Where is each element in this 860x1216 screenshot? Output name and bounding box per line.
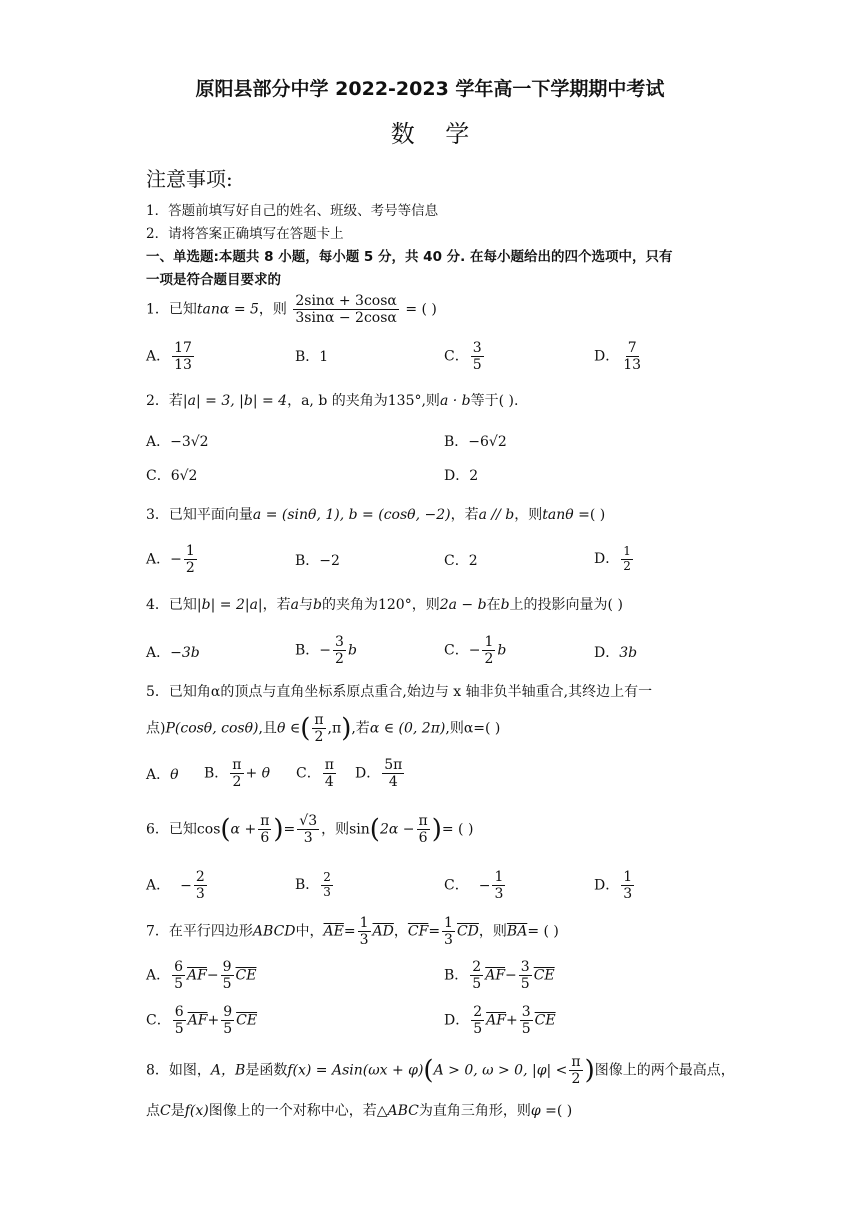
fraction <box>621 545 633 574</box>
fraction <box>172 959 185 992</box>
numerator: 3 <box>521 1004 531 1020</box>
question-text: 是函数 <box>245 1062 288 1079</box>
question-text: 若 <box>168 393 183 409</box>
paren-left: ( <box>220 814 231 845</box>
numerator: π <box>314 712 324 728</box>
paren-right: ) <box>431 814 442 845</box>
question-text: 已知 <box>168 301 197 318</box>
q2-option-c <box>146 468 197 485</box>
option-letter: C． <box>444 348 469 365</box>
minus-sign: − <box>170 551 182 568</box>
numerator: 7 <box>627 340 637 356</box>
fraction <box>417 813 430 846</box>
q3-option-d <box>594 545 635 574</box>
denominator: 5 <box>472 976 482 993</box>
option-value: 3b <box>619 645 638 661</box>
option-letter: D． <box>594 877 620 894</box>
denominator: 3sinα − 2cosα <box>295 310 397 327</box>
option-letter: C． <box>444 642 469 659</box>
question-number: 7． <box>146 923 169 940</box>
option-letter: C． <box>146 1012 171 1029</box>
q7-option-a <box>146 959 256 992</box>
fraction <box>358 915 371 948</box>
paren-left: ( <box>300 713 311 744</box>
math-expr: P(cosθ, cosθ) <box>165 720 259 737</box>
math-expr: f(x) <box>184 1103 209 1119</box>
option-value: −2 <box>319 553 340 569</box>
paren-left: ( <box>423 1055 434 1086</box>
denominator: 2 <box>335 651 344 668</box>
option-value: + θ <box>245 765 271 782</box>
fraction <box>321 871 333 900</box>
fraction <box>471 340 484 373</box>
denominator: 4 <box>388 774 398 791</box>
q2-option-d <box>444 468 478 485</box>
numerator: π <box>418 813 428 829</box>
numerator: π <box>571 1054 581 1070</box>
q7-option-c <box>146 1004 257 1037</box>
math-expr: = <box>283 821 296 838</box>
answer-blank: = ( ) <box>441 821 474 838</box>
numerator: 1 <box>623 869 633 885</box>
question-7 <box>146 915 559 948</box>
fraction <box>569 1054 582 1087</box>
fraction <box>471 1004 484 1037</box>
math-expr: f(x) = Asin(ωx + φ) <box>287 1062 424 1079</box>
note-item-2: 2．请将答案正确填写在答题卡上 <box>146 226 344 242</box>
math-expr: b <box>500 597 510 613</box>
vector-ba: $\overline{BA}$ <box>506 923 528 940</box>
question-5-line1 <box>146 684 652 701</box>
notes-heading: 注意事项: <box>146 167 233 191</box>
fraction <box>520 1004 533 1037</box>
math-expr: sin <box>349 821 370 838</box>
question-text: 等于( ). <box>470 393 519 409</box>
vector-ce: $\overline{CE}$ <box>236 1012 258 1029</box>
option-value: 6√2 <box>170 468 198 484</box>
vector-b: b <box>347 642 357 659</box>
option-value: −3b <box>170 645 200 661</box>
fraction <box>442 915 455 948</box>
q5-option-b <box>204 757 270 790</box>
option-letter: C． <box>296 765 321 782</box>
numerator: π <box>324 757 334 773</box>
denominator: 3 <box>494 886 504 903</box>
q4-option-a <box>146 645 200 662</box>
numerator: 3 <box>520 959 530 975</box>
option-letter: A． <box>146 348 171 365</box>
exam-title: 原阳县部分中学 2022-2023 学年高一下学期期中考试 <box>195 78 665 100</box>
math-expr: = <box>343 923 356 940</box>
math-expr: a = (sinθ, 1), b = (cosθ, −2) <box>252 507 451 523</box>
fraction <box>519 959 532 992</box>
q6-option-a <box>146 869 209 902</box>
question-text: 上的投影向量为( ) <box>509 597 623 613</box>
question-text: ， <box>393 923 408 940</box>
question-number: 1． <box>146 301 169 318</box>
numerator: 6 <box>174 959 184 975</box>
option-letter: B． <box>444 967 469 984</box>
question-number: 3． <box>146 507 169 523</box>
q1-option-d <box>594 340 645 373</box>
option-letter: B． <box>295 876 320 893</box>
question-text: 是 <box>170 1103 185 1119</box>
question-text: 在平行四边形 <box>168 923 253 940</box>
denominator: 5 <box>174 976 184 993</box>
note-item-1: 1．答题前填写好自己的姓名、班级、考号等信息 <box>146 203 439 219</box>
option-value: 2 <box>469 468 479 484</box>
answer-blank: = ( ) <box>405 301 437 318</box>
denominator: 5 <box>174 1021 184 1038</box>
question-text: 如图， <box>168 1062 211 1079</box>
denominator: 2 <box>623 558 631 573</box>
option-letter: B． <box>295 349 320 365</box>
denominator: 5 <box>520 976 530 993</box>
question-text: ，则 <box>258 301 287 318</box>
math-expr: tanθ = <box>542 507 590 523</box>
numerator: 1 <box>359 915 369 931</box>
denominator: 3 <box>323 884 331 899</box>
minus-sign: − <box>180 877 192 894</box>
math-expr: △ABC <box>376 1103 419 1119</box>
math-expr: φ = <box>530 1103 557 1119</box>
option-letter: A． <box>146 767 171 783</box>
fraction <box>173 1004 186 1037</box>
option-letter: D． <box>594 645 620 661</box>
numerator: 3 <box>335 634 344 650</box>
question-text: 图像上的两个最高点， <box>594 1062 735 1079</box>
paren-right: ) <box>584 1055 595 1086</box>
denominator: 5 <box>473 1021 483 1038</box>
math-expr: cos <box>196 821 221 838</box>
fraction <box>297 813 319 846</box>
numerator: π <box>232 757 242 773</box>
denominator: 6 <box>418 830 428 847</box>
math-expr: α + <box>230 821 257 838</box>
option-letter: C． <box>444 877 469 894</box>
question-4 <box>146 597 623 614</box>
fraction <box>172 340 194 373</box>
q4-option-b <box>295 634 357 667</box>
denominator: 3 <box>359 932 369 949</box>
question-text: ,则 <box>421 393 440 409</box>
numerator: 1 <box>484 634 494 650</box>
question-text: ，则 <box>478 923 507 940</box>
q5-option-c <box>296 757 338 790</box>
math-expr: tanα = 5 <box>196 301 259 318</box>
question-number: 4． <box>146 597 169 613</box>
q3-option-b <box>295 553 340 570</box>
paren-left: ( <box>369 814 380 845</box>
question-2 <box>146 393 518 410</box>
option-letter: A． <box>146 434 171 450</box>
vector-af: $\overline{AF}$ <box>187 1012 208 1029</box>
fraction <box>333 634 346 667</box>
denominator: 2 <box>232 774 242 791</box>
question-number: 8． <box>146 1062 169 1079</box>
denominator: 13 <box>174 357 192 374</box>
math-expr: 2a − b <box>439 597 487 613</box>
vector-ce: $\overline{CE}$ <box>235 967 257 984</box>
fraction <box>221 1004 234 1037</box>
fraction <box>470 959 483 992</box>
denominator: 5 <box>223 1021 233 1038</box>
question-text: 已知 <box>168 597 197 613</box>
numerator: 2 <box>195 869 205 885</box>
vector-ce: $\overline{CE}$ <box>533 967 555 984</box>
option-letter: D． <box>355 765 381 782</box>
question-number: 5． <box>146 684 169 700</box>
q1-option-a <box>146 340 196 373</box>
fraction <box>293 293 399 326</box>
math-expr: ABCD <box>252 923 296 940</box>
operator: + <box>207 1012 220 1029</box>
question-text: 已知平面向量 <box>168 507 253 523</box>
denominator: 5 <box>472 357 482 374</box>
operator: − <box>206 967 219 984</box>
q1-option-c <box>444 340 486 373</box>
fraction <box>492 869 505 902</box>
option-value: 2 <box>468 553 478 569</box>
q3-option-a <box>146 543 199 576</box>
math-expr: a // b <box>478 507 515 523</box>
math-expr: A > 0, ω > 0, |φ| < <box>433 1062 568 1079</box>
numerator: 1 <box>494 869 504 885</box>
question-text: 为直角三角形，则 <box>418 1103 531 1119</box>
math-expr: b <box>313 597 322 613</box>
denominator: 2 <box>314 729 324 746</box>
option-letter: D． <box>594 550 620 567</box>
question-text: 的夹角为 <box>321 597 378 613</box>
math-expr: a <box>290 597 299 613</box>
fraction <box>221 959 234 992</box>
option-value: −6√2 <box>468 434 507 450</box>
q5-option-a <box>146 767 179 784</box>
question-number: 2． <box>146 393 169 409</box>
minus-sign: − <box>319 642 332 659</box>
math-expr: 135° <box>387 393 422 409</box>
math-expr: 2α − <box>379 821 415 838</box>
denominator: 5 <box>521 1021 531 1038</box>
numerator: 2sinα + 3cosα <box>295 293 397 309</box>
option-letter: C． <box>444 553 469 569</box>
vector-b: b <box>497 642 507 659</box>
question-1 <box>146 293 437 326</box>
question-text: ，若 <box>450 507 479 523</box>
question-text: 中， <box>295 923 324 940</box>
vector-ad: $\overline{AD}$ <box>372 923 394 940</box>
fraction <box>621 869 634 902</box>
math-expr: a · b <box>439 393 471 409</box>
question-text: ,且 <box>258 720 277 737</box>
question-3 <box>146 507 605 524</box>
q6-option-d <box>594 869 636 902</box>
paren-right: ) <box>341 713 352 744</box>
vector-af: $\overline{AF}$ <box>485 967 506 984</box>
numerator: 9 <box>223 1004 233 1020</box>
question-text: 图像上的一个对称中心，若 <box>208 1103 377 1119</box>
paren-right: ) <box>273 814 284 845</box>
fraction <box>312 712 325 745</box>
question-8-line1 <box>146 1054 735 1087</box>
q4-option-c <box>444 634 506 667</box>
denominator: 2 <box>571 1071 581 1088</box>
question-number: 6． <box>146 821 169 838</box>
numerator: 1 <box>444 915 453 931</box>
numerator: 3 <box>472 340 482 356</box>
q2-option-a <box>146 434 209 451</box>
section-heading-line2: 一项是符合题目要求的 <box>146 272 281 288</box>
numerator: 2 <box>323 870 331 884</box>
fraction <box>194 869 207 902</box>
operator: + <box>505 1012 518 1029</box>
numerator: 2 <box>472 959 482 975</box>
math-expr: |a| = 3, |b| = 4 <box>182 393 288 409</box>
denominator: 3 <box>195 886 205 903</box>
option-letter: A． <box>146 645 171 661</box>
question-text: 已知 <box>168 821 197 838</box>
fraction <box>230 757 243 790</box>
numerator: 1 <box>185 543 195 559</box>
denominator: 5 <box>222 976 232 993</box>
vector-ce: $\overline{CE}$ <box>534 1012 556 1029</box>
numerator: 6 <box>174 1004 184 1020</box>
fraction <box>258 813 271 846</box>
question-text: ，a, b 的夹角为 <box>287 393 388 409</box>
numerator: π <box>260 813 270 829</box>
q2-option-b <box>444 434 507 451</box>
math-expr: = <box>428 923 441 940</box>
option-letter: A． <box>146 877 171 894</box>
math-expr: α ∈ (0, 2π) <box>369 720 446 737</box>
math-expr: C <box>160 1103 171 1119</box>
fraction <box>482 634 495 667</box>
vector-af: $\overline{AF}$ <box>486 1012 506 1029</box>
denominator: 2 <box>185 560 195 577</box>
fraction <box>184 543 197 576</box>
option-letter: A． <box>146 551 171 568</box>
option-letter: B． <box>444 434 469 450</box>
numerator: 5π <box>384 757 403 773</box>
fraction <box>621 340 643 373</box>
option-letter: D． <box>444 468 470 484</box>
q5-option-d <box>355 757 406 790</box>
option-letter: B． <box>295 642 320 659</box>
vector-cd: $\overline{CD}$ <box>456 923 479 940</box>
fraction <box>323 757 336 790</box>
question-text: ,则α=( ) <box>445 720 501 737</box>
question-text: 与 <box>299 597 313 613</box>
question-text: 点 <box>146 1103 160 1119</box>
vector-cf: $\overline{CF}$ <box>407 923 429 940</box>
question-text: 点) <box>146 720 166 737</box>
math-expr: 120° <box>377 597 412 613</box>
math-expr: A，B <box>210 1062 246 1079</box>
answer-blank: ( ) <box>589 507 606 523</box>
q1-option-b <box>295 349 328 366</box>
question-text: 在 <box>486 597 501 613</box>
math-expr: θ ∈ <box>276 720 301 737</box>
option-letter: D． <box>444 1012 470 1029</box>
option-value: −3√2 <box>170 434 209 450</box>
question-6 <box>146 813 473 846</box>
q4-option-d <box>594 645 637 662</box>
question-text: ，则 <box>411 597 440 613</box>
question-text: ，若 <box>262 597 291 613</box>
minus-sign: − <box>468 642 481 659</box>
question-text: ，则 <box>321 821 350 838</box>
numerator: 1 <box>623 544 631 558</box>
q6-option-b <box>295 871 335 900</box>
option-letter: D． <box>594 348 620 365</box>
subject-title: 数 学 <box>390 120 470 148</box>
answer-blank: = ( ) <box>527 923 559 940</box>
operator: − <box>505 967 517 984</box>
option-value: 1 <box>319 349 329 365</box>
numerator: 2 <box>473 1004 483 1020</box>
section-heading-line1: 一、单选题:本题共 8 小题，每小题 5 分，共 40 分. 在每小题给出的四个选项中，只有 <box>146 249 673 265</box>
denominator: 3 <box>444 932 453 949</box>
question-text: ，则 <box>514 507 543 523</box>
numerator: 17 <box>174 340 192 356</box>
question-text: ,若 <box>351 720 370 737</box>
denominator: 2 <box>484 651 494 668</box>
fraction <box>382 757 404 790</box>
denominator: 6 <box>260 830 270 847</box>
question-8-line2 <box>146 1103 572 1120</box>
q7-option-d <box>444 1004 556 1037</box>
math-expr: ,π <box>327 720 342 737</box>
question-text: 已知角α的顶点与直角坐标系原点重合,始边与 x 轴非负半轴重合,其终边上有一 <box>168 684 653 700</box>
vector-ae: $\overline{AE}$ <box>323 923 344 940</box>
numerator: 9 <box>222 959 232 975</box>
denominator: 3 <box>303 830 313 847</box>
answer-blank: ( ) <box>556 1103 573 1119</box>
denominator: 4 <box>324 774 334 791</box>
option-letter: B． <box>295 553 320 569</box>
q7-option-b <box>444 959 555 992</box>
numerator: √3 <box>299 813 318 829</box>
denominator: 3 <box>623 886 633 903</box>
option-letter: C． <box>146 468 171 484</box>
math-expr: |b| = 2|a| <box>196 597 263 613</box>
option-letter: A． <box>146 967 171 984</box>
option-letter: B． <box>204 765 229 782</box>
denominator: 13 <box>623 357 642 374</box>
q3-option-c <box>444 553 478 570</box>
question-5-line2 <box>146 712 500 745</box>
option-value: θ <box>170 767 179 783</box>
q6-option-c <box>444 869 507 902</box>
vector-af: $\overline{AF}$ <box>187 967 207 984</box>
minus-sign: − <box>478 877 491 894</box>
